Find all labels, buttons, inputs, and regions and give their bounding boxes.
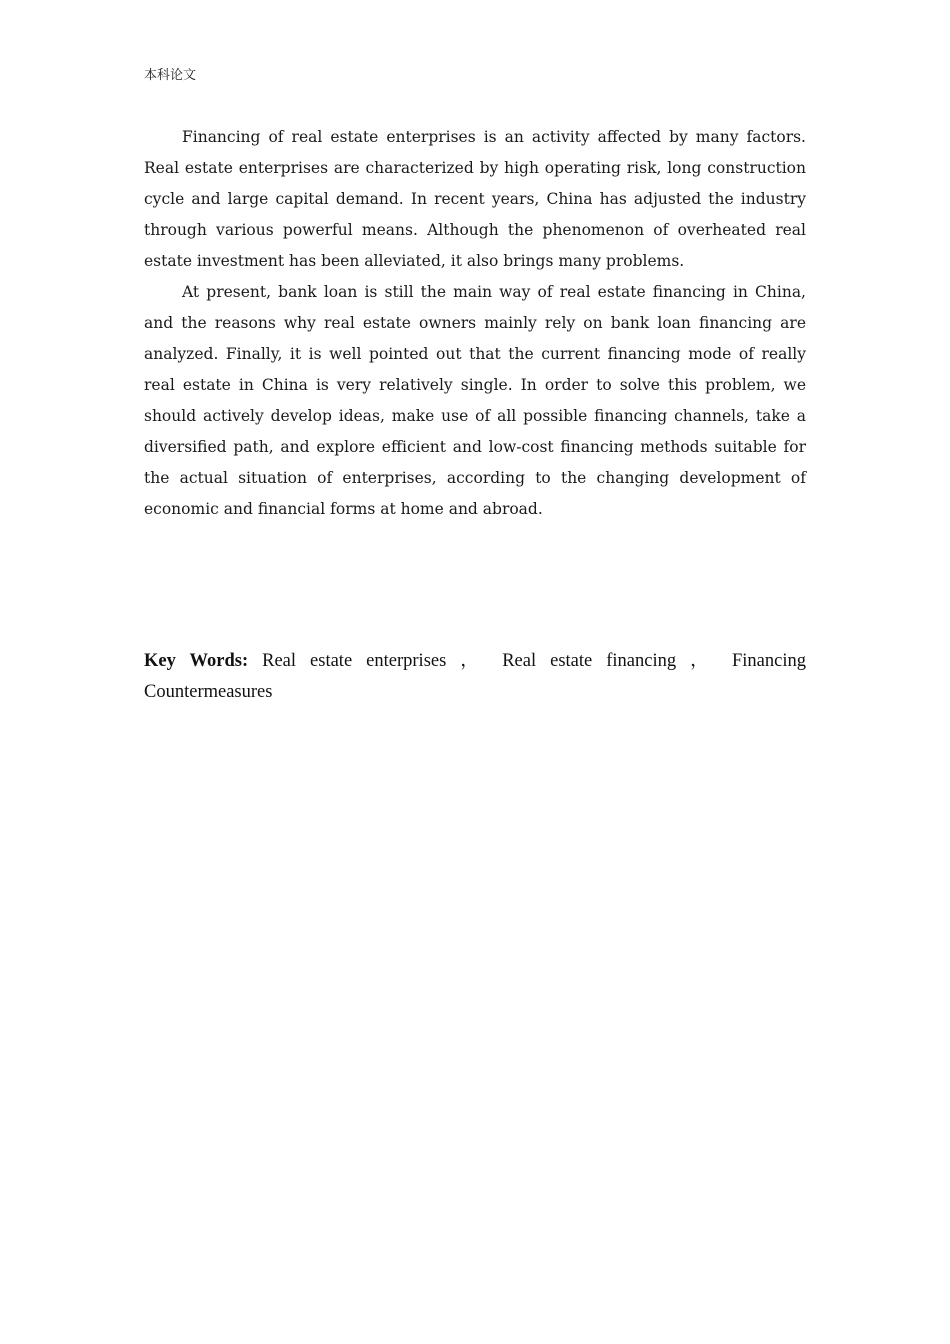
running-header: 本科论文 — [144, 68, 197, 83]
abstract-paragraph: At present, bank loan is still the main way of real estate financing in China, and the reasons why real estate owners mainly rely on bank loan financing are analyzed. Finally, it is well pointed out that the current financing mode of really real estate in China is very relatively single. In order to solve this problem, we should actively develop ideas, make use of all possible financing channels, take a diversified path, and explore efficient and low-cost financing methods suitable for the actual situation of enterprises, according to the changing development of economic and financial forms at home and abroad. — [144, 283, 806, 518]
abstract-paragraph: Financing of real estate enterprises is an activity affected by many factors. Real estate enterprises are characterized by high operating risk, long construction cycle and large capital demand. In recent years, China has adjusted the industry through various powerful means. Although the phenomenon of overheated real estate investment has been alleviated, it also brings many problems. — [144, 128, 806, 270]
keywords-line — [144, 646, 806, 708]
keywords-label: Key Words: — [144, 651, 249, 671]
abstract-body — [144, 122, 806, 525]
keywords-text: Real estate enterprises ， Real estate financing ， Financing Countermeasures — [144, 651, 806, 702]
